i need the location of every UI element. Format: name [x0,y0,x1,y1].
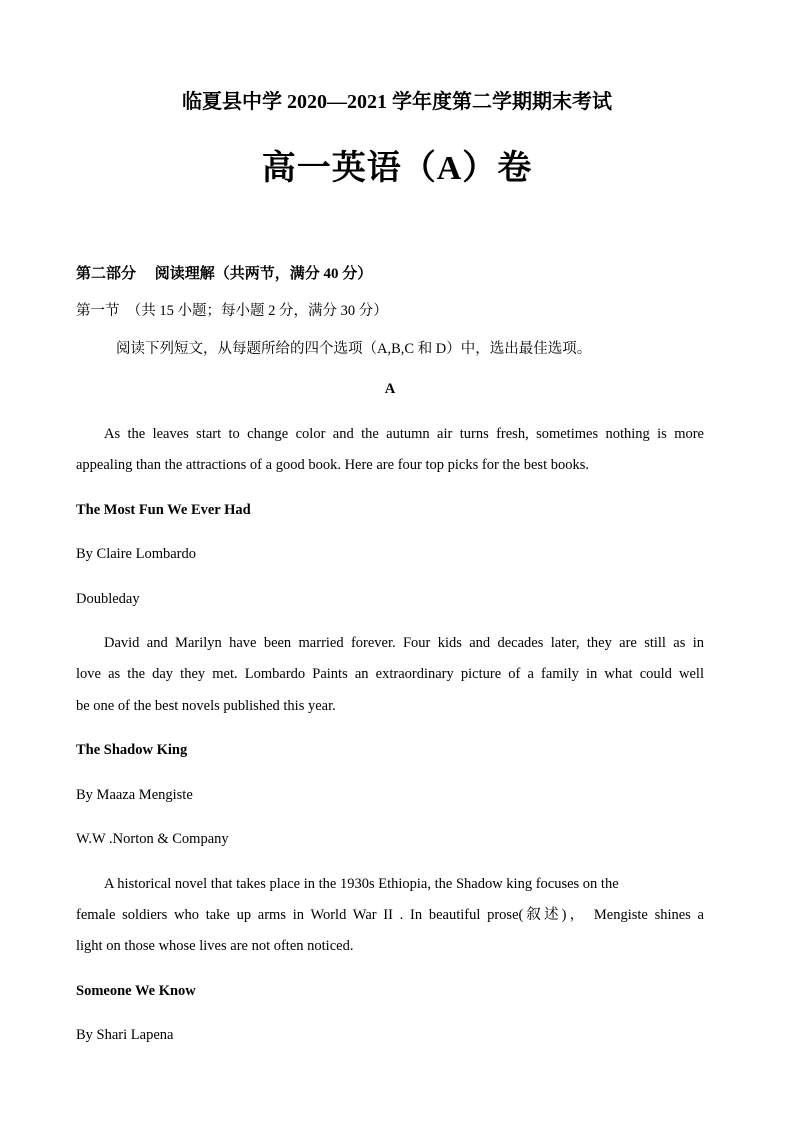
book-title: The Shadow King [76,742,188,758]
book-publisher: W.W .Norton & Company [76,831,229,847]
book-title: Someone We Know [76,983,196,999]
subsection-heading: 第一节 （共 15 小题；每小题 2 分，满分 30 分） [76,303,388,319]
intro-line-1: As the leaves start to change color and the autumn air turns fresh, sometimes nothing is more [104,426,704,442]
book-description-line: A historical novel that takes place in the 1930s Ethiopia, the Shadow king focuses on the [104,876,619,892]
exam-subject-title: 高一英语（A）卷 [261,150,533,187]
book-description-line: David and Marilyn have been married forever. Four kids and decades later, they are still as in [104,635,704,651]
book-description-line: female soldiers who take up arms in World War II . In beautiful prose(叙述)， Mengiste shines a [76,907,704,923]
book-description-line: be one of the best novels published this year. [76,698,336,714]
instruction-text: 阅读下列短文，从每题所给的四个选项（A,B,C 和 D）中，选出最佳选项。 [116,341,592,357]
book-title: The Most Fun We Ever Had [76,502,251,518]
part-heading: 第二部分 阅读理解（共两节，满分 40 分） [76,266,373,282]
book-description-line: light on those whose lives are not often noticed. [76,938,354,954]
book-description-line: love as the day they met. Lombardo Paints an extraordinary picture of a family in what could well [76,666,704,682]
book-author: By Shari Lapena [76,1027,174,1043]
book-author: By Maaza Mengiste [76,787,193,803]
book-author: By Claire Lombardo [76,546,197,562]
exam-title: 临夏县中学 2020—2021 学年度第二学期期末考试 [182,91,612,113]
intro-line-2: appealing than the attractions of a good book. Here are four top picks for the best books. [76,457,589,473]
passage-label: A [384,381,396,397]
book-publisher: Doubleday [76,591,140,607]
